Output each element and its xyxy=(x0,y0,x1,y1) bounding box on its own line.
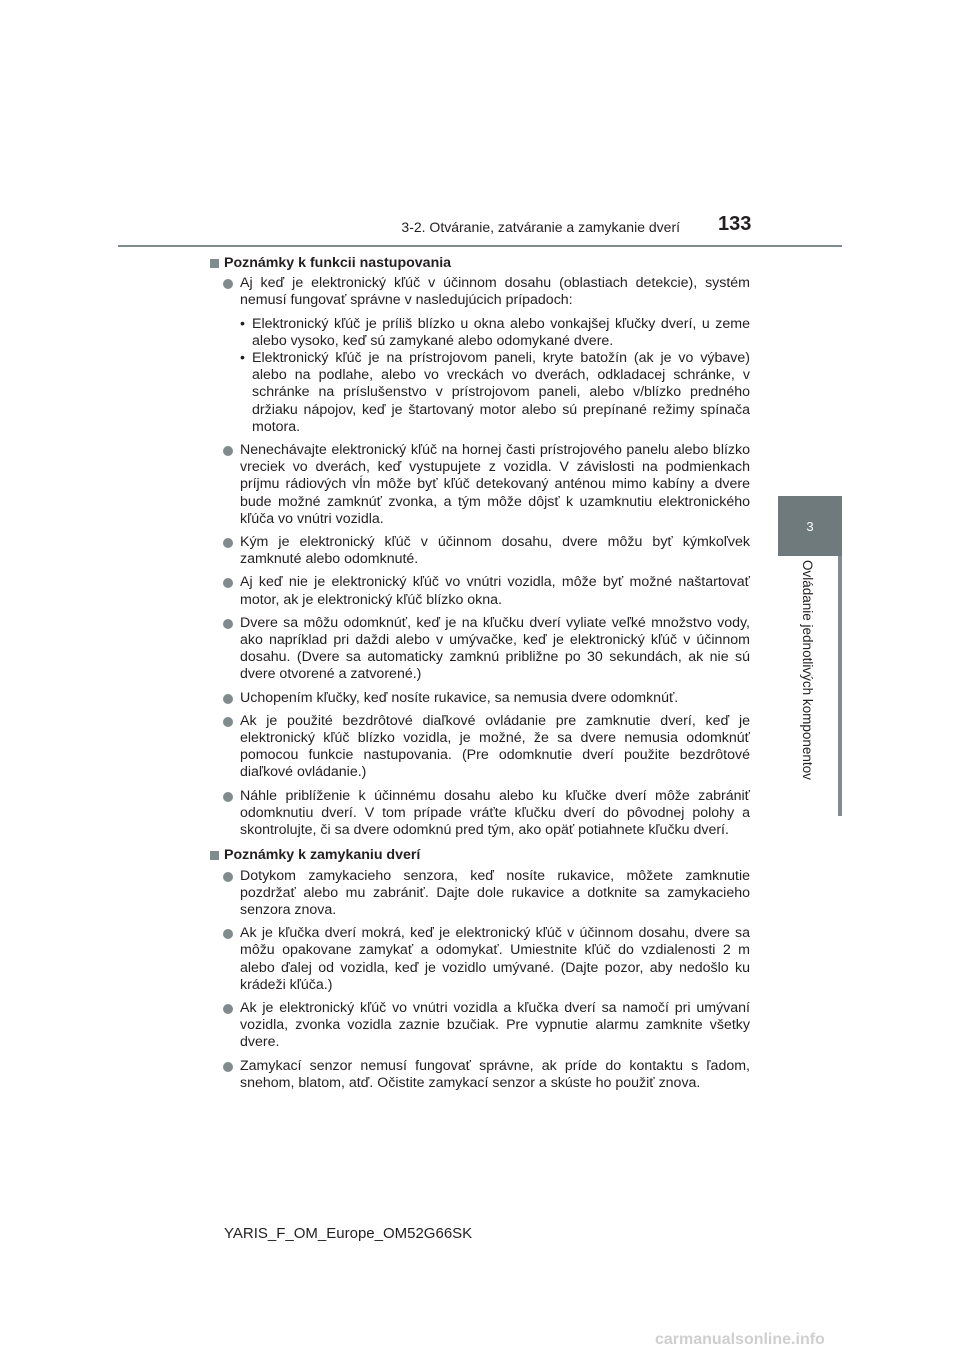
circle-bullet-icon xyxy=(223,872,233,882)
bullet-text: Zamykací senzor nemusí fungovať správne, ak príde do kontaktu s ľadom, snehom, blatom, atď. Očistite zamykací senzor a skúste ho použiť znova. xyxy=(240,1057,750,1091)
circle-bullet-icon xyxy=(223,279,233,289)
list-item xyxy=(210,1058,750,1092)
page-content xyxy=(210,255,750,1098)
circle-bullet-icon xyxy=(223,578,233,588)
bullet-text: Ak je kľučka dverí mokrá, keď je elektronický kľúč v účinnom dosahu, dvere sa môžu opakovane zamykať a odomykať. Umiestnite kľúč do vzdialenosti 2 m alebo ďalej od vozidla, keď je vozidlo umývané. (Dajte pozor, aby nedošlo ku krádeži kľúča.) xyxy=(240,925,750,993)
sub-list-item xyxy=(240,316,750,350)
circle-bullet-icon xyxy=(223,929,233,939)
bullet-text: Dvere sa môžu odomknúť, keď je na kľučku dverí vyliate veľké množstvo vody, ako napríklad pri daždi alebo v umývačke, keď je elektronický kľúč v účinnom dosahu. (Dvere sa automaticky zamknú približne po 30 sekundách, ak nie sú dvere otvorené a zatvorené.) xyxy=(240,614,750,683)
bullet-text: Uchopením kľučky, keď nosíte rukavice, sa nemusia dvere odomknúť. xyxy=(240,689,679,706)
list-item xyxy=(210,690,750,707)
bullet-text: Aj keď nie je elektronický kľúč vo vnútri vozidla, môže byť možné naštartovať motor, ak je elektronický kľúč blízko okna. xyxy=(240,574,750,608)
header-divider xyxy=(118,245,842,247)
circle-bullet-icon xyxy=(223,792,233,802)
list-item xyxy=(210,868,750,920)
list-item xyxy=(210,713,750,782)
square-bullet-icon xyxy=(210,851,219,860)
chapter-strip xyxy=(838,556,842,816)
circle-bullet-icon xyxy=(223,619,233,629)
sub-item-text: Elektronický kľúč je na prístrojovom paneli, kryte batožín (ak je vo výbave) alebo na podlahe, alebo vo vreckách vo dverách, odkladacej schránke, v schránke na príslušenstvo v prístrojovom paneli, alebo v/blízko predného držiaku nápojov, keď je štartovaný motor alebo sú prepínané režimy spínača motora. xyxy=(252,350,750,435)
bullet-text: Ak je použité bezdrôtové diaľkové ovládanie pre zamknutie dverí, keď je elektronický kľúč blízko vozidla, je možné, že sa dvere nemusia odomknúť pomocou funkcie nastupovania. (Pre odomknutie dverí použite bezdrôtové diaľkové ovládanie.) xyxy=(240,712,750,781)
running-header: 3-2. Otváranie, zatváranie a zamykanie dverí xyxy=(401,219,680,235)
chapter-title: Ovládanie jednotlivých komponentov xyxy=(800,560,815,780)
dot-bullet-icon: • xyxy=(240,315,245,332)
list-item xyxy=(210,615,750,684)
list-item xyxy=(210,534,750,568)
page-number: 133 xyxy=(718,213,752,235)
sub-item-text: Elektronický kľúč je príliš blízko u okna alebo vonkajšej kľučky dverí, u zeme alebo vysoko, keď sú zamykané alebo odomykané dvere. xyxy=(252,315,750,349)
bullet-text: Aj keď je elektronický kľúč v účinnom dosahu (oblastiach detekcie), systém nemusí fungovať správne v nasledujúcich prípadoch: xyxy=(240,275,750,309)
bullet-text: Nenechávajte elektronický kľúč na hornej časti prístrojového panelu alebo blízko vreciek vo dverách, keď vystupujete z vozidla. V závislosti na podmienkach príjmu rádiových vĺn môže byť kľúč detekovaný anténou mimo kabíny a dvere bude možné zamknúť zvonka, a tým môže dôjsť k uzamknutiu elektronického kľúča vo vnútri vozidla. xyxy=(240,442,750,527)
list-item xyxy=(210,442,750,528)
bullet-text: Dotykom zamykacieho senzora, keď nosíte rukavice, môžete zamknutie pozdržať alebo mu zabrániť. Dajte dole rukavice a dotknite sa zamykacieho senzora znova. xyxy=(240,867,750,918)
circle-bullet-icon xyxy=(223,1062,233,1072)
watermark: carmanualsonline.info xyxy=(655,1331,825,1348)
circle-bullet-icon xyxy=(223,717,233,727)
chapter-number: 3 xyxy=(806,518,814,534)
circle-bullet-icon xyxy=(223,694,233,704)
list-item xyxy=(210,574,750,608)
list-item xyxy=(210,925,750,994)
list-item xyxy=(210,275,750,436)
circle-bullet-icon xyxy=(223,1004,233,1014)
dot-bullet-icon: • xyxy=(240,350,245,367)
circle-bullet-icon xyxy=(223,446,233,456)
bullet-text: Kým je elektronický kľúč v účinnom dosahu, dvere môžu byť kýmkoľvek zamknuté alebo odomknuté. xyxy=(240,534,750,568)
circle-bullet-icon xyxy=(223,538,233,548)
section-entry-notes xyxy=(210,255,750,839)
section-locking-notes xyxy=(210,847,750,1092)
bullet-text: Náhle priblíženie k účinnému dosahu alebo ku kľučke dverí môže zabrániť odomknutiu dverí. V tom prípade vráťte kľučku dverí do pôvodnej polohy a skontrolujte, či sa dvere odomknú pred tým, ako opäť potiahnete kľučku dverí. xyxy=(240,787,750,839)
section-heading xyxy=(210,847,750,864)
chapter-tab xyxy=(778,496,842,556)
section-title: Poznámky k zamykaniu dverí xyxy=(224,847,421,864)
section-title: Poznámky k funkcii nastupovania xyxy=(224,255,452,271)
document-id: YARIS_F_OM_Europe_OM52G66SK xyxy=(224,1225,473,1242)
list-item xyxy=(210,788,750,840)
list-item xyxy=(210,1000,750,1052)
square-bullet-icon xyxy=(210,259,219,268)
section-heading xyxy=(210,255,750,272)
sub-list-item xyxy=(240,350,750,436)
sub-list xyxy=(240,316,750,436)
bullet-text: Ak je elektronický kľúč vo vnútri vozidla a kľučka dverí sa namočí pri umývaní vozidla, zvonka vozidla zaznie bzučiak. Pre vypnutie alarmu zamknite všetky dvere. xyxy=(240,999,750,1051)
